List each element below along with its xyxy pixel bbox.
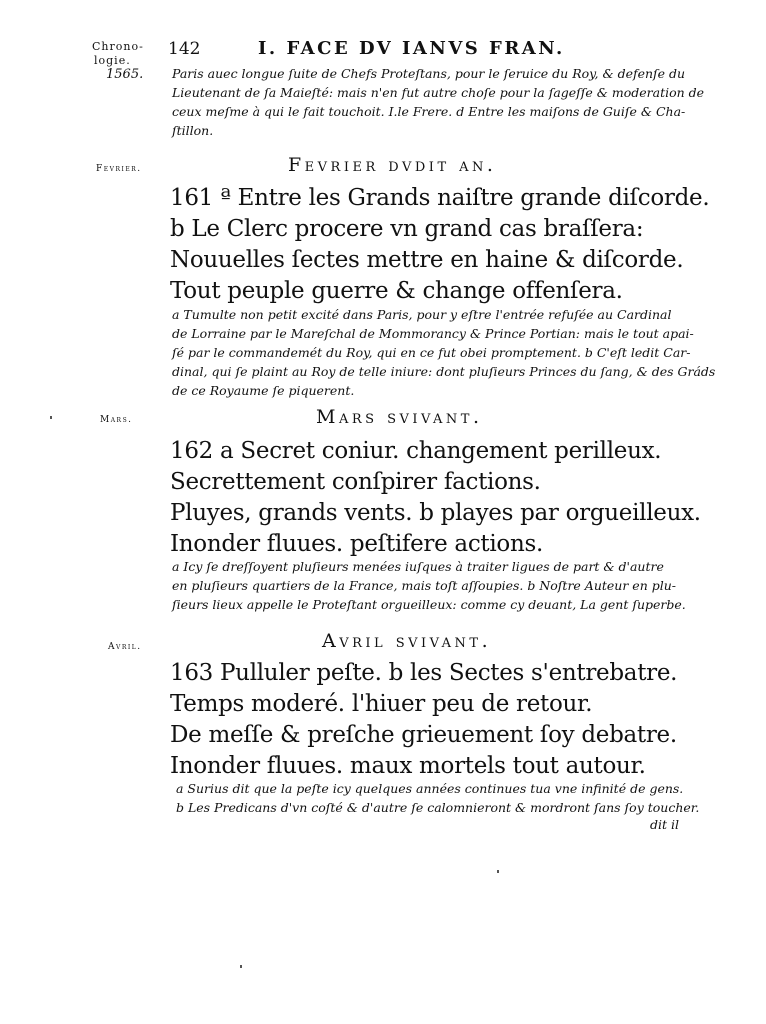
intro-note [172,64,704,140]
verse-line: b Le Clerc procere vn grand cas braſſera: [170,216,644,242]
catchword: dit il [650,817,679,832]
note-line: b Les Predicans d'vn coſté & d'autre ſe calomnieront & mordront ſans ſoy toucher. [176,800,700,815]
print-speck [497,870,499,873]
margin-label-mars: Mars. [100,415,133,425]
intro-note-line: Lieutenant de ſa Maieſté: mais n'en fut autre choſe pour la ſageſſe & moderation de [172,85,705,100]
note-line: ſieurs lieux appelle le Proteſtant orgueilleux: comme cy deuant, La gent ſuperbe. [172,597,686,612]
verse-line: De meſſe & preſche grieuement ſoy debatre. [170,722,677,748]
notes-163 [176,779,699,817]
margin-chronologie [92,40,144,68]
margin-chronologie-top: Chrono- [92,40,144,53]
note-line: ſé par le commandemét du Roy, qui en ce fut obei promptement. b C'eſt ledit Car- [172,345,691,360]
verse-line: 162 a Secret coniur. changement perilleux. [170,438,662,464]
notes-162 [172,557,686,614]
heading-mars: Mars svivant. [316,406,483,428]
margin-label-fevrier: Fevrier. [96,164,142,174]
verse-line: 163 Pulluler peſte. b les Sectes s'entrebatre. [170,660,678,686]
print-speck [240,965,242,968]
heading-avril: Avril svivant. [322,630,492,652]
quatrain-162 [170,436,701,560]
quatrain-161 [170,183,709,307]
quatrain-163 [170,658,677,782]
verse-line: Nouuelles ſectes mettre en haine & diſcorde. [170,247,684,273]
verse-line: Inonder fluues. peſtifere actions. [170,531,543,557]
note-line: en pluſieurs quartiers de la France, mais toſt aſſoupies. b Noſtre Auteur en plu- [172,578,676,593]
verse-line: Tout peuple guerre & change offenſera. [170,278,623,304]
intro-note-line: Paris auec longue ſuite de Chefs Proteſtans, pour le ſeruice du Roy, & defenſe du [172,66,686,81]
verse-line: 161 ª Entre les Grands naiſtre grande diſcorde. [170,185,710,211]
page-number: 142 [168,39,201,59]
note-line: dinal, qui ſe plaint au Roy de telle iniure: dont pluſieurs Princes du ſang, & des Gráds [172,364,716,379]
verse-line: Temps moderé. l'hiuer peu de retour. [170,691,593,717]
margin-label-avril: Avril. [108,642,142,652]
note-line: de Lorraine par le Mareſchal de Mommorancy & Prince Portian: mais le tout apai- [172,326,694,341]
verse-line: Secrettement conſpirer factions. [170,469,541,495]
verse-line: Pluyes, grands vents. b playes par orgueilleux. [170,500,701,526]
intro-note-line: ſtillon. [172,123,214,138]
intro-note-line: ceux meſme à qui le fait touchoit. I.le Frere. d Entre les maiſons de Guiſe & Cha- [172,104,686,119]
note-line: a Icy ſe dreſſoyent pluſieurs menées iuſques à traiter ligues de part & d'autre [172,559,664,574]
note-line: de ce Royaume ſe piquerent. [172,383,355,398]
note-line: a Surius dit que la peſte icy quelques années continues tua vne infinité de gens. [176,781,684,796]
note-line: a Tumulte non petit excité dans Paris, pour y eſtre l'entrée refuſée au Cardinal [172,307,672,322]
margin-chronologie-bottom: logie. [94,54,131,67]
notes-161 [172,305,715,400]
margin-year: 1565. [106,67,144,82]
verse-line: Inonder fluues. maux mortels tout autour. [170,753,646,779]
print-speck [50,416,52,419]
running-title: I. FACE DV IANVS FRAN. [258,38,565,59]
heading-fevrier: Fevrier dvdit an. [288,154,497,176]
